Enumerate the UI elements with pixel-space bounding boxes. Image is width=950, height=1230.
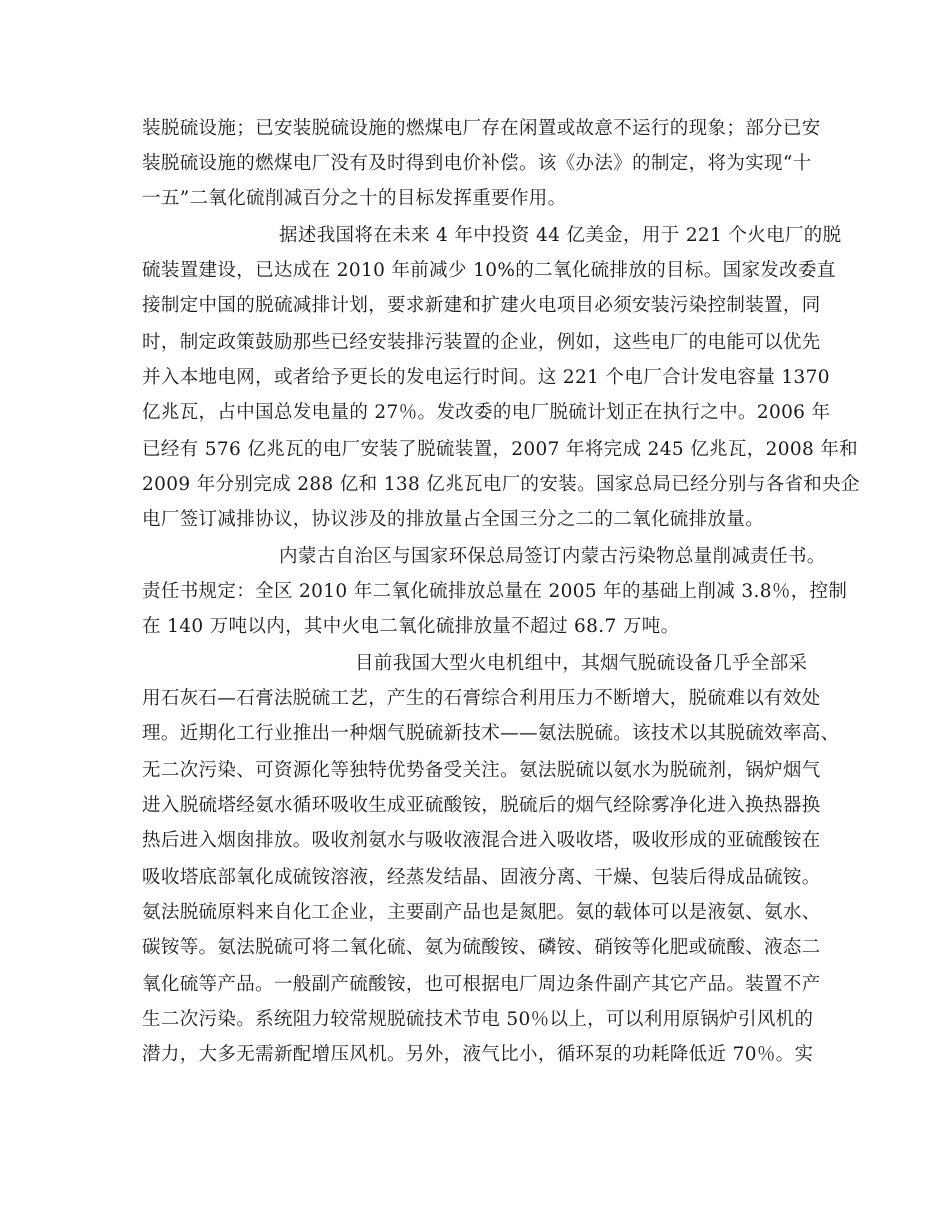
text-line: 时，制定政策鼓励那些已经安装排污装置的企业，例如，这些电厂的电能可以优先 xyxy=(142,332,821,353)
text-line: 氧化硫等产品。一般副产硫酸铵，也可根据电厂周边条件副产其它产品。装置不产 xyxy=(142,974,821,995)
text-line: 热后进入烟囱排放。吸收剂氨水与吸收液混合进入吸收塔，吸收形成的亚硫酸铵在 xyxy=(142,830,821,851)
text-line: 责任书规定：全区 2010 年二氧化硫排放总量在 2005 年的基础上削减 3.8％，控制 xyxy=(142,581,848,602)
text-line: 氨法脱硫原料来自化工企业，主要副产品也是氮肥。氨的载体可以是液氨、氨水、 xyxy=(142,902,821,923)
text-line: 已经有 576 亿兆瓦的电厂安装了脱硫装置，2007 年将完成 245 亿兆瓦，2008 年和 xyxy=(142,439,859,460)
text-line: 硫装置建设，已达成在 2010 年前减少 10%的二氧化硫排放的目标。国家发改委直 xyxy=(142,260,836,281)
text-line: 目前我国大型火电机组中，其烟气脱硫设备几乎全部采 xyxy=(355,653,808,674)
text-line: 电厂签订减排协议，协议涉及的排放量占全国三分之二的二氧化硫排放量。 xyxy=(142,509,765,530)
text-line: 接制定中国的脱硫减排计划，要求新建和扩建火电项目必须安装污染控制装置，同 xyxy=(142,295,821,316)
text-line: 无二次污染、可资源化等独特优势备受关注。氨法脱硫以氨水为脱硫剂，锅炉烟气 xyxy=(142,760,821,781)
text-line: 吸收塔底部氧化成硫铵溶液，经蒸发结晶、固液分离、干燥、包装后得成品硫铵。 xyxy=(142,867,821,888)
text-line: 亿兆瓦，占中国总发电量的 27％。发改委的电厂脱硫计划正在执行之中。2006 年 xyxy=(142,402,831,423)
text-line: 碳铵等。氨法脱硫可将二氧化硫、氨为硫酸铵、磷铵、硝铵等化肥或硫酸、液态二 xyxy=(142,937,821,958)
text-line: 生二次污染。系统阻力较常规脱硫技术节电 50％以上，可以利用原锅炉引风机的 xyxy=(142,1009,814,1030)
text-line: 装脱硫设施的燃煤电厂没有及时得到电价补偿。该《办法》的制定，将为实现“十 xyxy=(142,153,812,174)
text-line: 据述我国将在未来 4 年中投资 44 亿美金，用于 221 个火电厂的脱 xyxy=(279,225,842,246)
text-line: 在 140 万吨以内，其中火电二氧化硫排放量不超过 68.7 万吨。 xyxy=(142,616,680,637)
text-line: 用石灰石—石膏法脱硫工艺，产生的石膏综合利用压力不断增大，脱硫难以有效处 xyxy=(142,688,821,709)
text-line: 并入本地电网，或者给予更长的发电运行时间。这 221 个电厂合计发电容量 1370 xyxy=(142,367,830,388)
text-line: 进入脱硫塔经氨水循环吸收生成亚硫酸铵，脱硫后的烟气经除雾净化进入换热器换 xyxy=(142,795,821,816)
text-line: 装脱硫设施；已安装脱硫设施的燃煤电厂存在闲置或故意不运行的现象；部分已安 xyxy=(142,118,821,139)
text-line: 内蒙古自治区与国家环保总局签订内蒙古污染物总量削减责任书。 xyxy=(279,546,826,567)
text-line: 2009 年分别完成 288 亿和 138 亿兆瓦电厂的安装。国家总局已经分别与各省和央企 xyxy=(142,474,860,495)
text-line: 潜力，大多无需新配增压风机。另外，液气比小，循环泵的功耗降低近 70％。实 xyxy=(142,1044,814,1065)
text-line: 理。近期化工行业推出一种烟气脱硫新技术——氨法脱硫。该技术以其脱硫效率高、 xyxy=(142,723,840,744)
text-line: 一五”二氧化硫削减百分之十的目标发挥重要作用。 xyxy=(142,188,567,209)
